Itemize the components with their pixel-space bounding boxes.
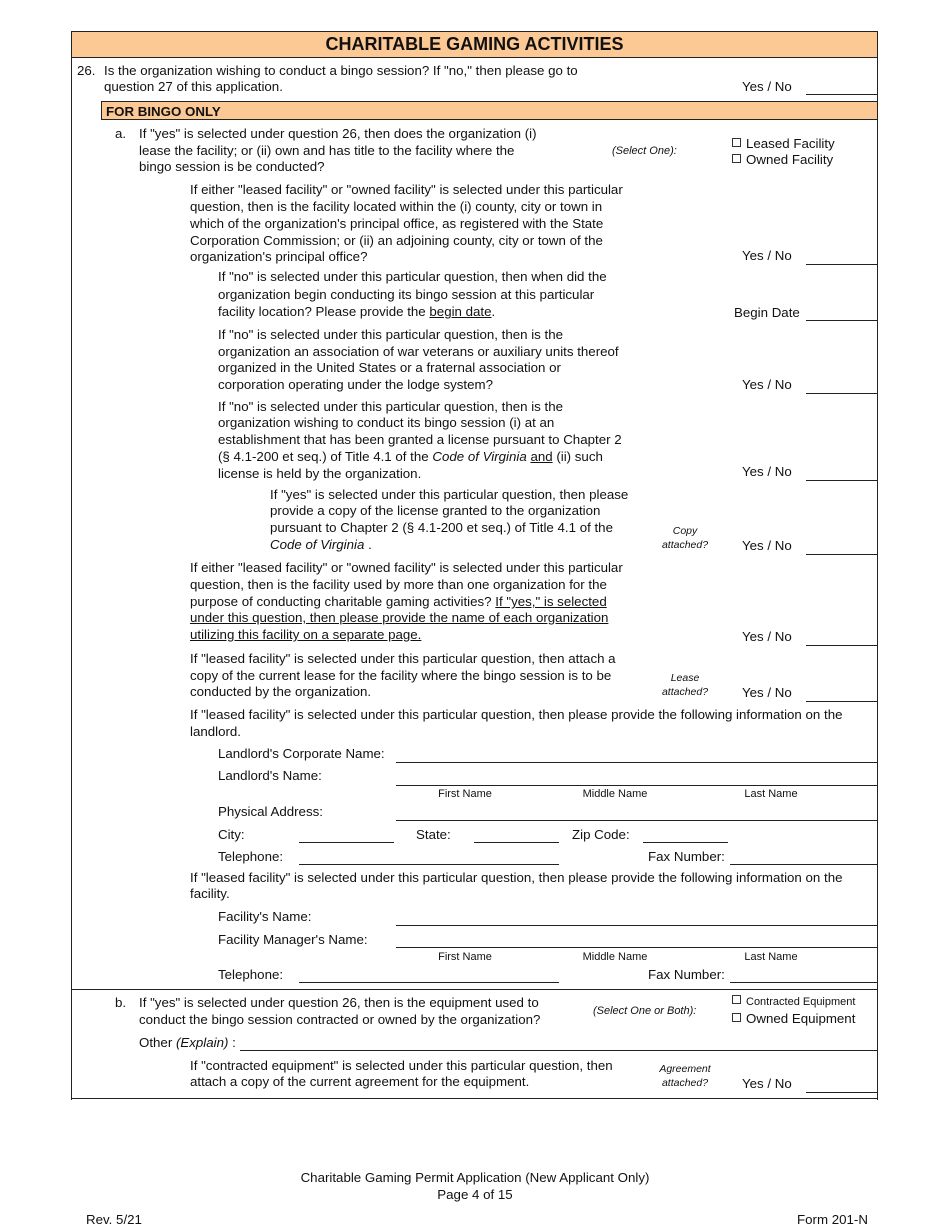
q-multi-org-answer-field[interactable]	[806, 645, 877, 646]
q-location-answer-label: Yes / No	[742, 248, 792, 263]
facility-intro-line2: facility.	[190, 886, 230, 901]
q-license-line3: establishment that has been granted a license pursuant to Chapter 2	[218, 432, 622, 447]
q26-answer-label: Yes / No	[742, 79, 792, 94]
qb-other-label: Other (Explain) :	[139, 1035, 236, 1050]
landlord-corp-name-field[interactable]	[396, 762, 877, 763]
q-begin-line2: organization begin conducting its bingo session at this particular	[218, 287, 595, 302]
q-location-line2: question, then is the facility located within the (i) county, city or town in	[190, 199, 603, 214]
facility-middle-name-caption: Middle Name	[582, 951, 648, 963]
footer-revision: Rev. 5/21	[86, 1212, 142, 1227]
q-veterans-line2: organization an association of war veterans or auxiliary units thereof	[218, 344, 619, 359]
landlord-phone-label: Telephone:	[218, 849, 284, 864]
q-lease-line3: conducted by the organization.	[190, 684, 372, 699]
landlord-intro-line2: landlord.	[190, 724, 242, 739]
facility-last-name-caption: Last Name	[744, 951, 798, 963]
q-copy-answer-label: Yes / No	[742, 538, 792, 553]
qa-letter: a.	[115, 126, 127, 141]
q-veterans-answer-label: Yes / No	[742, 377, 792, 392]
q-location-line4: Corporation Commission; or (ii) an adjoining county, city or town of the	[190, 233, 603, 248]
landlord-state-label: State:	[416, 827, 451, 842]
frame-right-border	[877, 31, 878, 1100]
owned-equipment-label: Owned Equipment	[746, 1011, 856, 1026]
q-multi-org-line1: If either "leased facility" or "owned facility" is selected under this particular	[190, 560, 623, 575]
q-veterans-line4: corporation operating under the lodge system?	[218, 377, 493, 392]
q-agreement-hint2: attached?	[661, 1077, 709, 1089]
q-veterans-line1: If "no" is selected under this particular question, then is the	[218, 327, 564, 342]
q26-number: 26.	[77, 63, 96, 78]
q-copy-answer-field[interactable]	[806, 554, 877, 555]
facility-name-label: Facility's Name:	[218, 909, 312, 924]
q-license-answer-label: Yes / No	[742, 464, 792, 479]
q-veterans-answer-field[interactable]	[806, 393, 877, 394]
owned-equipment-checkbox[interactable]	[732, 1010, 855, 1027]
facility-fax-label: Fax Number:	[648, 967, 725, 982]
facility-phone-field[interactable]	[299, 982, 559, 983]
q-veterans-line3: organized in the United States or a fraternal association or	[218, 360, 561, 375]
owned-facility-checkbox[interactable]	[732, 151, 833, 168]
q-begin-answer-label: Begin Date	[734, 305, 800, 320]
q-location-answer-field[interactable]	[806, 264, 877, 265]
landlord-zip-field[interactable]	[643, 842, 728, 843]
q-copy-line1: If "yes" is selected under this particular question, then please	[270, 487, 629, 502]
contracted-equipment-label: Contracted Equipment	[746, 996, 856, 1008]
landlord-city-label: City:	[218, 827, 245, 842]
q-lease-hint2: attached?	[661, 686, 709, 698]
landlord-phone-field[interactable]	[299, 864, 559, 865]
section-title: CHARITABLE GAMING ACTIVITIES	[72, 31, 877, 58]
q-multi-org-line4: under this question, then please provide the name of each organization	[190, 610, 609, 625]
q-agreement-hint1: Agreement	[659, 1063, 711, 1075]
q-license-line5: license is held by the organization.	[218, 466, 422, 481]
qa-line3: bingo session is be conducted?	[139, 159, 325, 174]
bingo-only-header: FOR BINGO ONLY	[101, 101, 877, 120]
q-multi-org-line3: purpose of conducting charitable gaming activities? If "yes," is selected	[190, 594, 607, 609]
landlord-first-name-caption: First Name	[438, 788, 492, 800]
q26-text-line2: question 27 of this application.	[104, 79, 283, 94]
q-agreement-line2: attach a copy of the current agreement for the equipment.	[190, 1074, 530, 1089]
landlord-city-field[interactable]	[299, 842, 394, 843]
checkbox-icon	[732, 138, 741, 147]
q-location-line3: which of the organization's principal office, as registered with the State	[190, 216, 604, 231]
checkbox-icon	[732, 154, 741, 163]
facility-manager-field[interactable]	[396, 947, 877, 948]
landlord-fax-field[interactable]	[730, 864, 877, 865]
facility-name-field[interactable]	[396, 925, 877, 926]
q26-text-line1: Is the organization wishing to conduct a bingo session? If "no," then please go to	[104, 63, 578, 78]
qb-line1: If "yes" is selected under question 26, then is the equipment used to	[139, 995, 539, 1010]
facility-phone-label: Telephone:	[218, 967, 284, 982]
q-multi-org-line2: question, then is the facility used by more than one organization for the	[190, 577, 607, 592]
section-divider	[71, 989, 878, 990]
facility-fax-field[interactable]	[730, 982, 877, 983]
q-lease-hint1: Lease	[670, 672, 700, 684]
facility-intro-line1: If "leased facility" is selected under this particular question, then please provide the following information on the	[190, 870, 843, 885]
q-agreement-line1: If "contracted equipment" is selected under this particular question, then	[190, 1058, 613, 1073]
q-license-line1: If "no" is selected under this particular question, then is the	[218, 399, 564, 414]
q-copy-line2: provide a copy of the license granted to the organization	[270, 503, 601, 518]
footer-title: Charitable Gaming Permit Application (New Applicant Only)	[300, 1170, 650, 1185]
footer-form-number: Form 201-N	[797, 1212, 868, 1227]
q-copy-hint2: attached?	[661, 539, 709, 551]
q-lease-answer-field[interactable]	[806, 701, 877, 702]
qb-line2: conduct the bingo session contracted or owned by the organization?	[139, 1012, 541, 1027]
q-begin-line3: facility location? Please provide the begin date.	[218, 304, 496, 319]
q-license-line2: organization wishing to conduct its bingo session (i) at an	[218, 415, 555, 430]
owned-facility-label: Owned Facility	[746, 152, 834, 167]
q-agreement-answer-label: Yes / No	[742, 1076, 792, 1091]
facility-manager-label: Facility Manager's Name:	[218, 932, 368, 947]
leased-facility-checkbox[interactable]	[732, 135, 835, 152]
q-location-line5: organization's principal office?	[190, 249, 368, 264]
q26-answer-field[interactable]	[806, 94, 877, 95]
q-begin-line1: If "no" is selected under this particular question, then when did the	[218, 269, 607, 284]
landlord-middle-name-caption: Middle Name	[582, 788, 648, 800]
qa-line1: If "yes" is selected under question 26, then does the organization (i)	[139, 126, 537, 141]
landlord-intro-line1: If "leased facility" is selected under this particular question, then please provide the following information on the	[190, 707, 843, 722]
checkbox-icon	[732, 995, 741, 1004]
facility-first-name-caption: First Name	[438, 951, 492, 963]
landlord-zip-label: Zip Code:	[572, 827, 630, 842]
checkbox-icon	[732, 1013, 741, 1022]
q-agreement-answer-field[interactable]	[806, 1092, 877, 1093]
qa-line2: lease the facility; or (ii) own and has title to the facility where the	[139, 143, 515, 158]
q-copy-line4: Code of Virginia .	[270, 537, 372, 552]
landlord-state-field[interactable]	[474, 842, 559, 843]
footer-page-number: Page 4 of 15	[437, 1187, 513, 1202]
landlord-last-name-caption: Last Name	[744, 788, 798, 800]
landlord-address-label: Physical Address:	[218, 804, 323, 819]
q-license-answer-field[interactable]	[806, 480, 877, 481]
begin-date-field[interactable]	[806, 320, 877, 321]
qa-select-hint: (Select One):	[612, 145, 677, 157]
landlord-corp-name-label: Landlord's Corporate Name:	[218, 746, 385, 761]
contracted-equipment-checkbox[interactable]	[732, 994, 855, 1011]
landlord-fax-label: Fax Number:	[648, 849, 725, 864]
q-multi-org-line5: utilizing this facility on a separate page.	[190, 627, 422, 642]
qb-other-field[interactable]	[240, 1050, 877, 1051]
q-lease-answer-label: Yes / No	[742, 685, 792, 700]
qb-letter: b.	[115, 995, 127, 1010]
q-license-line4: (§ 4.1-200 et seq.) of Title 4.1 of the Code of Virginia and (ii) such	[218, 449, 603, 464]
q-lease-line1: If "leased facility" is selected under this particular question, then attach a	[190, 651, 616, 666]
landlord-name-label: Landlord's Name:	[218, 768, 322, 783]
frame-left-border	[71, 31, 72, 1100]
q-copy-hint1: Copy	[672, 525, 698, 537]
q-lease-line2: copy of the current lease for the facility where the bingo session is to be	[190, 668, 612, 683]
qb-select-hint: (Select One or Both):	[593, 1005, 697, 1017]
frame-bottom-border	[71, 1098, 878, 1099]
q-copy-line3: pursuant to Chapter 2 (§ 4.1-200 et seq.) of Title 4.1 of the	[270, 520, 613, 535]
q-multi-org-answer-label: Yes / No	[742, 629, 792, 644]
q-location-line1: If either "leased facility" or "owned facility" is selected under this particular	[190, 182, 623, 197]
leased-facility-label: Leased Facility	[746, 136, 835, 151]
landlord-address-field[interactable]	[396, 820, 877, 821]
